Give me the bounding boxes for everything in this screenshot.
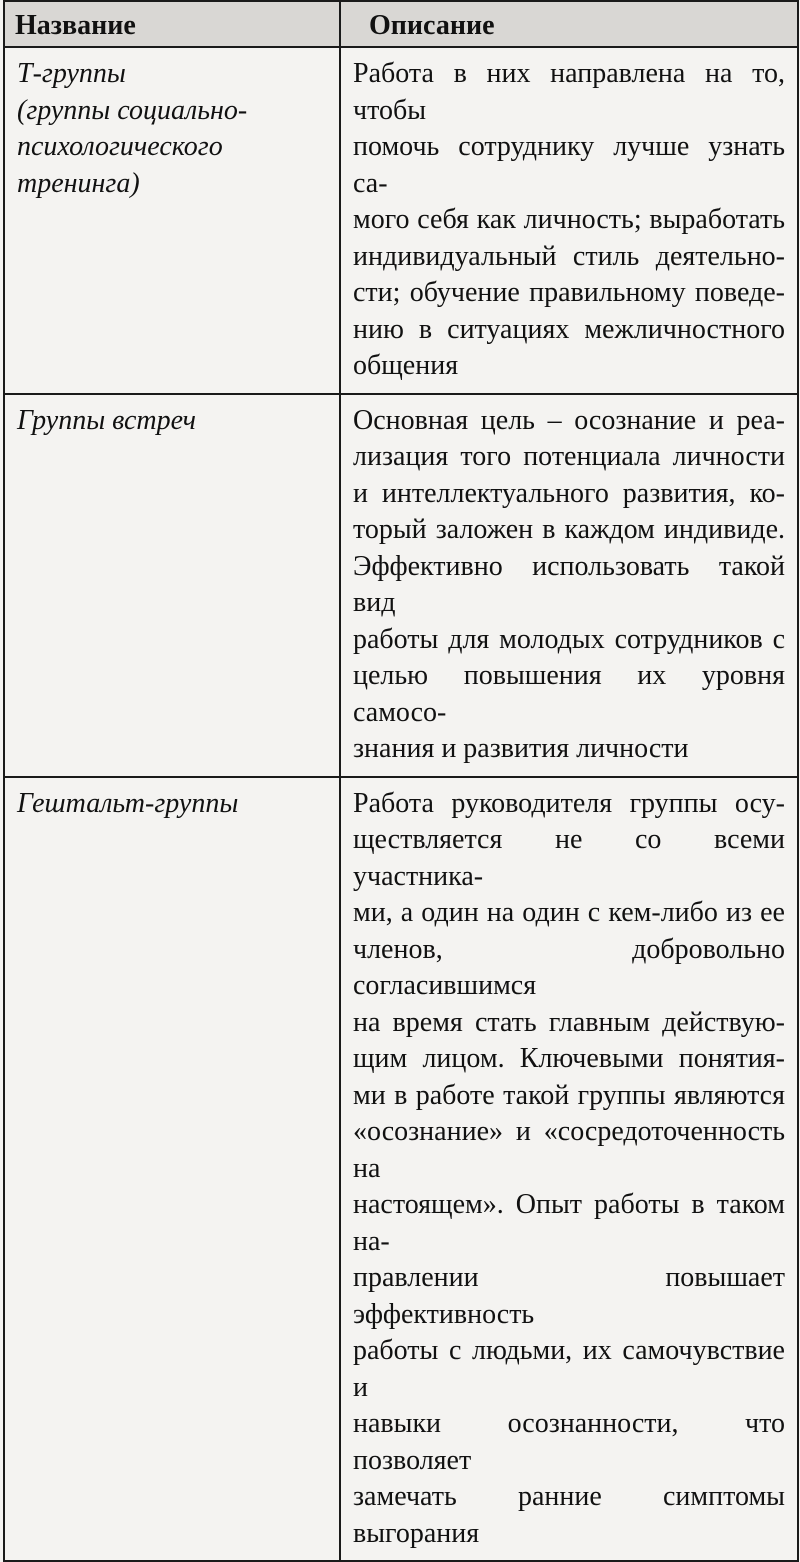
desc-line: сти; обучение правильному поведе- (353, 277, 785, 308)
desc-line: замечать ранние симптомы выгорания (353, 1481, 785, 1549)
name-line: Группы встреч (17, 404, 197, 436)
desc-line: Работа в них направлена на то, чтобы (353, 58, 785, 126)
row-name-cell (4, 394, 340, 777)
desc-line: знания и развития личности (353, 733, 689, 764)
name-line: Гештальт-группы (17, 787, 239, 819)
desc-line: лизация того потенциала личности (353, 441, 785, 472)
desc-line: Работа руководителя группы осу- (353, 787, 785, 819)
desc-line: общения (353, 350, 459, 381)
desc-line: Основная цель – осознание и реа- (353, 404, 785, 436)
name-line: Т-группы (17, 58, 126, 89)
desc-line: работы с людьми, их самочувствие и (353, 1335, 785, 1403)
desc-line: индивидуальный стиль деятельно- (353, 240, 785, 272)
header-name: Название (4, 1, 340, 47)
groups-table (3, 0, 799, 1562)
table-row (4, 777, 798, 1562)
desc-line: помочь сотруднику лучше узнать са- (353, 131, 785, 199)
header-description: Описание (340, 1, 798, 47)
desc-line: нию в ситуациях межличностного (353, 313, 785, 345)
desc-line: ми, а один на один с кем-либо из ее (353, 897, 785, 928)
desc-line: на время стать главным действую- (353, 1006, 785, 1038)
desc-line: членов, добровольно согласившимся (353, 933, 785, 1001)
desc-line: целью повышения их уровня самосо- (353, 660, 785, 728)
table-header-row (4, 1, 798, 47)
name-line: психологического (17, 131, 223, 162)
row-description-cell (340, 777, 798, 1562)
desc-line: работы для молодых сотрудников с (353, 623, 785, 655)
row-description-cell (340, 47, 798, 394)
desc-line: торый заложен в каждом индивиде. (353, 514, 785, 545)
desc-line: мого себя как личность; выработать (353, 204, 785, 235)
desc-line: навыки осознанности, что позволяет (353, 1408, 785, 1476)
desc-line: «осознание» и «сосредоточенность на (353, 1116, 785, 1184)
desc-line: настоящем». Опыт работы в таком на- (353, 1189, 785, 1257)
desc-line: правлении повышает эффективность (353, 1262, 785, 1330)
row-name-cell (4, 47, 340, 394)
table-row (4, 47, 798, 394)
name-line: (группы социально- (17, 94, 248, 126)
table-row (4, 394, 798, 777)
desc-line: и интеллектуального развития, ко- (353, 477, 785, 509)
desc-line: Эффективно использовать такой вид (353, 550, 785, 618)
desc-line: щим лицом. Ключевыми понятия- (353, 1043, 785, 1074)
row-description-cell (340, 394, 798, 777)
row-name-cell (4, 777, 340, 1562)
name-line: тренинга) (17, 167, 140, 199)
desc-line: ми в работе такой группы являются (353, 1079, 785, 1111)
desc-line: ществляется не со всеми участника- (353, 824, 785, 892)
